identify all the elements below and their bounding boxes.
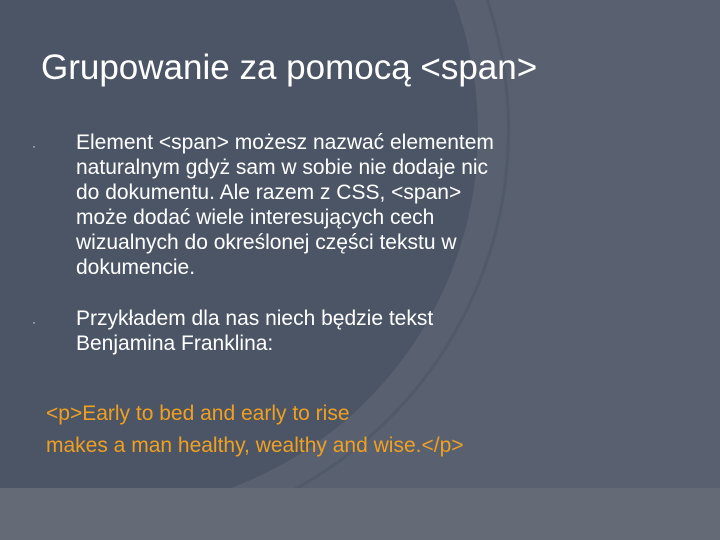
bullet-item: [30, 306, 620, 356]
code-example: [46, 398, 606, 462]
bullet-text-line: naturalnym gdyż sam w sobie nie dodaje nic: [76, 156, 489, 179]
background-band: [0, 488, 720, 540]
bullet-text-line: może dodać wiele interesujących cech: [76, 206, 435, 229]
code-line: <p>Early to bed and early to rise: [46, 402, 350, 425]
bullet-text-line: Element <span> możesz nazwać elementem: [76, 131, 494, 154]
code-line: makes a man healthy, wealthy and wise.</p>: [46, 434, 464, 457]
bullet-text-line: do dokumentu. Ale razem z CSS, <span>: [76, 181, 462, 204]
bullet-text-line: Benjamina Franklina:: [76, 332, 274, 355]
slide-title: Grupowanie za pomocą <span>: [41, 48, 538, 87]
bullet-text-line: wizualnych do określonej części tekstu w: [76, 231, 457, 254]
bullet-item: [30, 130, 620, 280]
bullet-marker: ·: [32, 315, 36, 329]
bullet-list: [30, 130, 620, 382]
bullet-marker: ·: [32, 139, 36, 153]
bullet-text-line: dokumencie.: [76, 256, 196, 279]
bullet-text-line: Przykładem dla nas niech będzie tekst: [76, 307, 434, 330]
